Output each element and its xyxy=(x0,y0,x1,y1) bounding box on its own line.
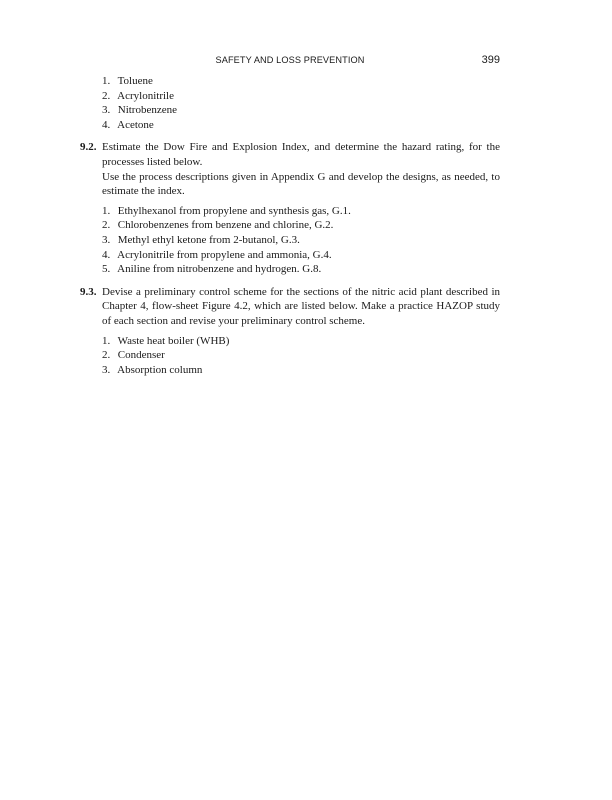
list-item-number: 1. xyxy=(102,75,111,87)
section-list xyxy=(102,334,500,378)
list-item-text: Chlorobenzenes from benzene and chlorine, G.2. xyxy=(117,219,334,232)
problem-9-3 xyxy=(80,285,500,378)
problem-paragraph: Estimate the Dow Fire and Explosion Index, and determine the hazard rating, for the processes listed below. xyxy=(102,141,500,168)
list-item-text: Aniline from nitrobenzene and hydrogen. G.8. xyxy=(117,263,322,276)
list-item xyxy=(102,103,500,118)
problem-number: 9.2. xyxy=(80,141,97,154)
list-item-number: 3. xyxy=(102,233,111,246)
list-item-text: Ethylhexanol from propylene and synthesis gas, G.1. xyxy=(117,204,351,217)
list-item xyxy=(102,248,500,263)
list-item xyxy=(102,89,500,104)
list-item-text: Waste heat boiler (WHB) xyxy=(117,334,230,347)
list-item xyxy=(102,74,500,89)
list-item xyxy=(102,262,500,277)
process-list xyxy=(102,204,500,277)
list-item-number: 1. xyxy=(102,204,111,217)
list-item-number: 3. xyxy=(102,363,111,376)
list-item-number: 4. xyxy=(102,118,111,131)
list-item-number: 1. xyxy=(102,334,111,347)
running-header xyxy=(80,55,500,69)
chapter-title: SAFETY AND LOSS PREVENTION xyxy=(215,55,365,65)
compound-list xyxy=(80,74,500,132)
list-item-text: Absorption column xyxy=(117,363,203,376)
list-item-number: 2. xyxy=(102,349,111,362)
list-item xyxy=(102,118,500,133)
list-item xyxy=(102,363,500,378)
problem-paragraph: Devise a preliminary control scheme for the sections of the nitric acid plant described in Chapter 4, flow-sheet Figure 4.2, which are listed below. Make a practice HAZOP study of each section and revise your preliminary control scheme. xyxy=(102,285,500,327)
list-item-number: 2. xyxy=(102,89,111,102)
list-item-number: 5. xyxy=(102,263,111,276)
list-item-number: 4. xyxy=(102,248,111,261)
list-item-text: Toluene xyxy=(117,75,153,87)
list-item-text: Methyl ethyl ketone from 2-butanol, G.3. xyxy=(117,233,300,246)
problem-paragraph: Use the process descriptions given in Appendix G and develop the designs, as needed, to estimate the index. xyxy=(102,170,500,198)
list-item-number: 3. xyxy=(102,104,111,117)
list-item-text: Acrylonitrile from propylene and ammonia, G.4. xyxy=(117,248,332,261)
list-item-number: 2. xyxy=(102,219,111,232)
list-item xyxy=(102,334,500,349)
page-body xyxy=(80,74,500,377)
list-item-text: Condenser xyxy=(117,349,165,362)
list-item xyxy=(102,233,500,248)
page-number: 399 xyxy=(481,54,500,66)
list-item-text: Acrylonitrile xyxy=(117,89,174,102)
list-item xyxy=(102,348,500,363)
list-item xyxy=(102,204,500,219)
list-item-text: Acetone xyxy=(117,118,154,131)
list-item-text: Nitrobenzene xyxy=(117,104,177,117)
problem-9-2 xyxy=(80,140,500,276)
list-item xyxy=(102,218,500,233)
problem-number: 9.3. xyxy=(80,285,97,298)
